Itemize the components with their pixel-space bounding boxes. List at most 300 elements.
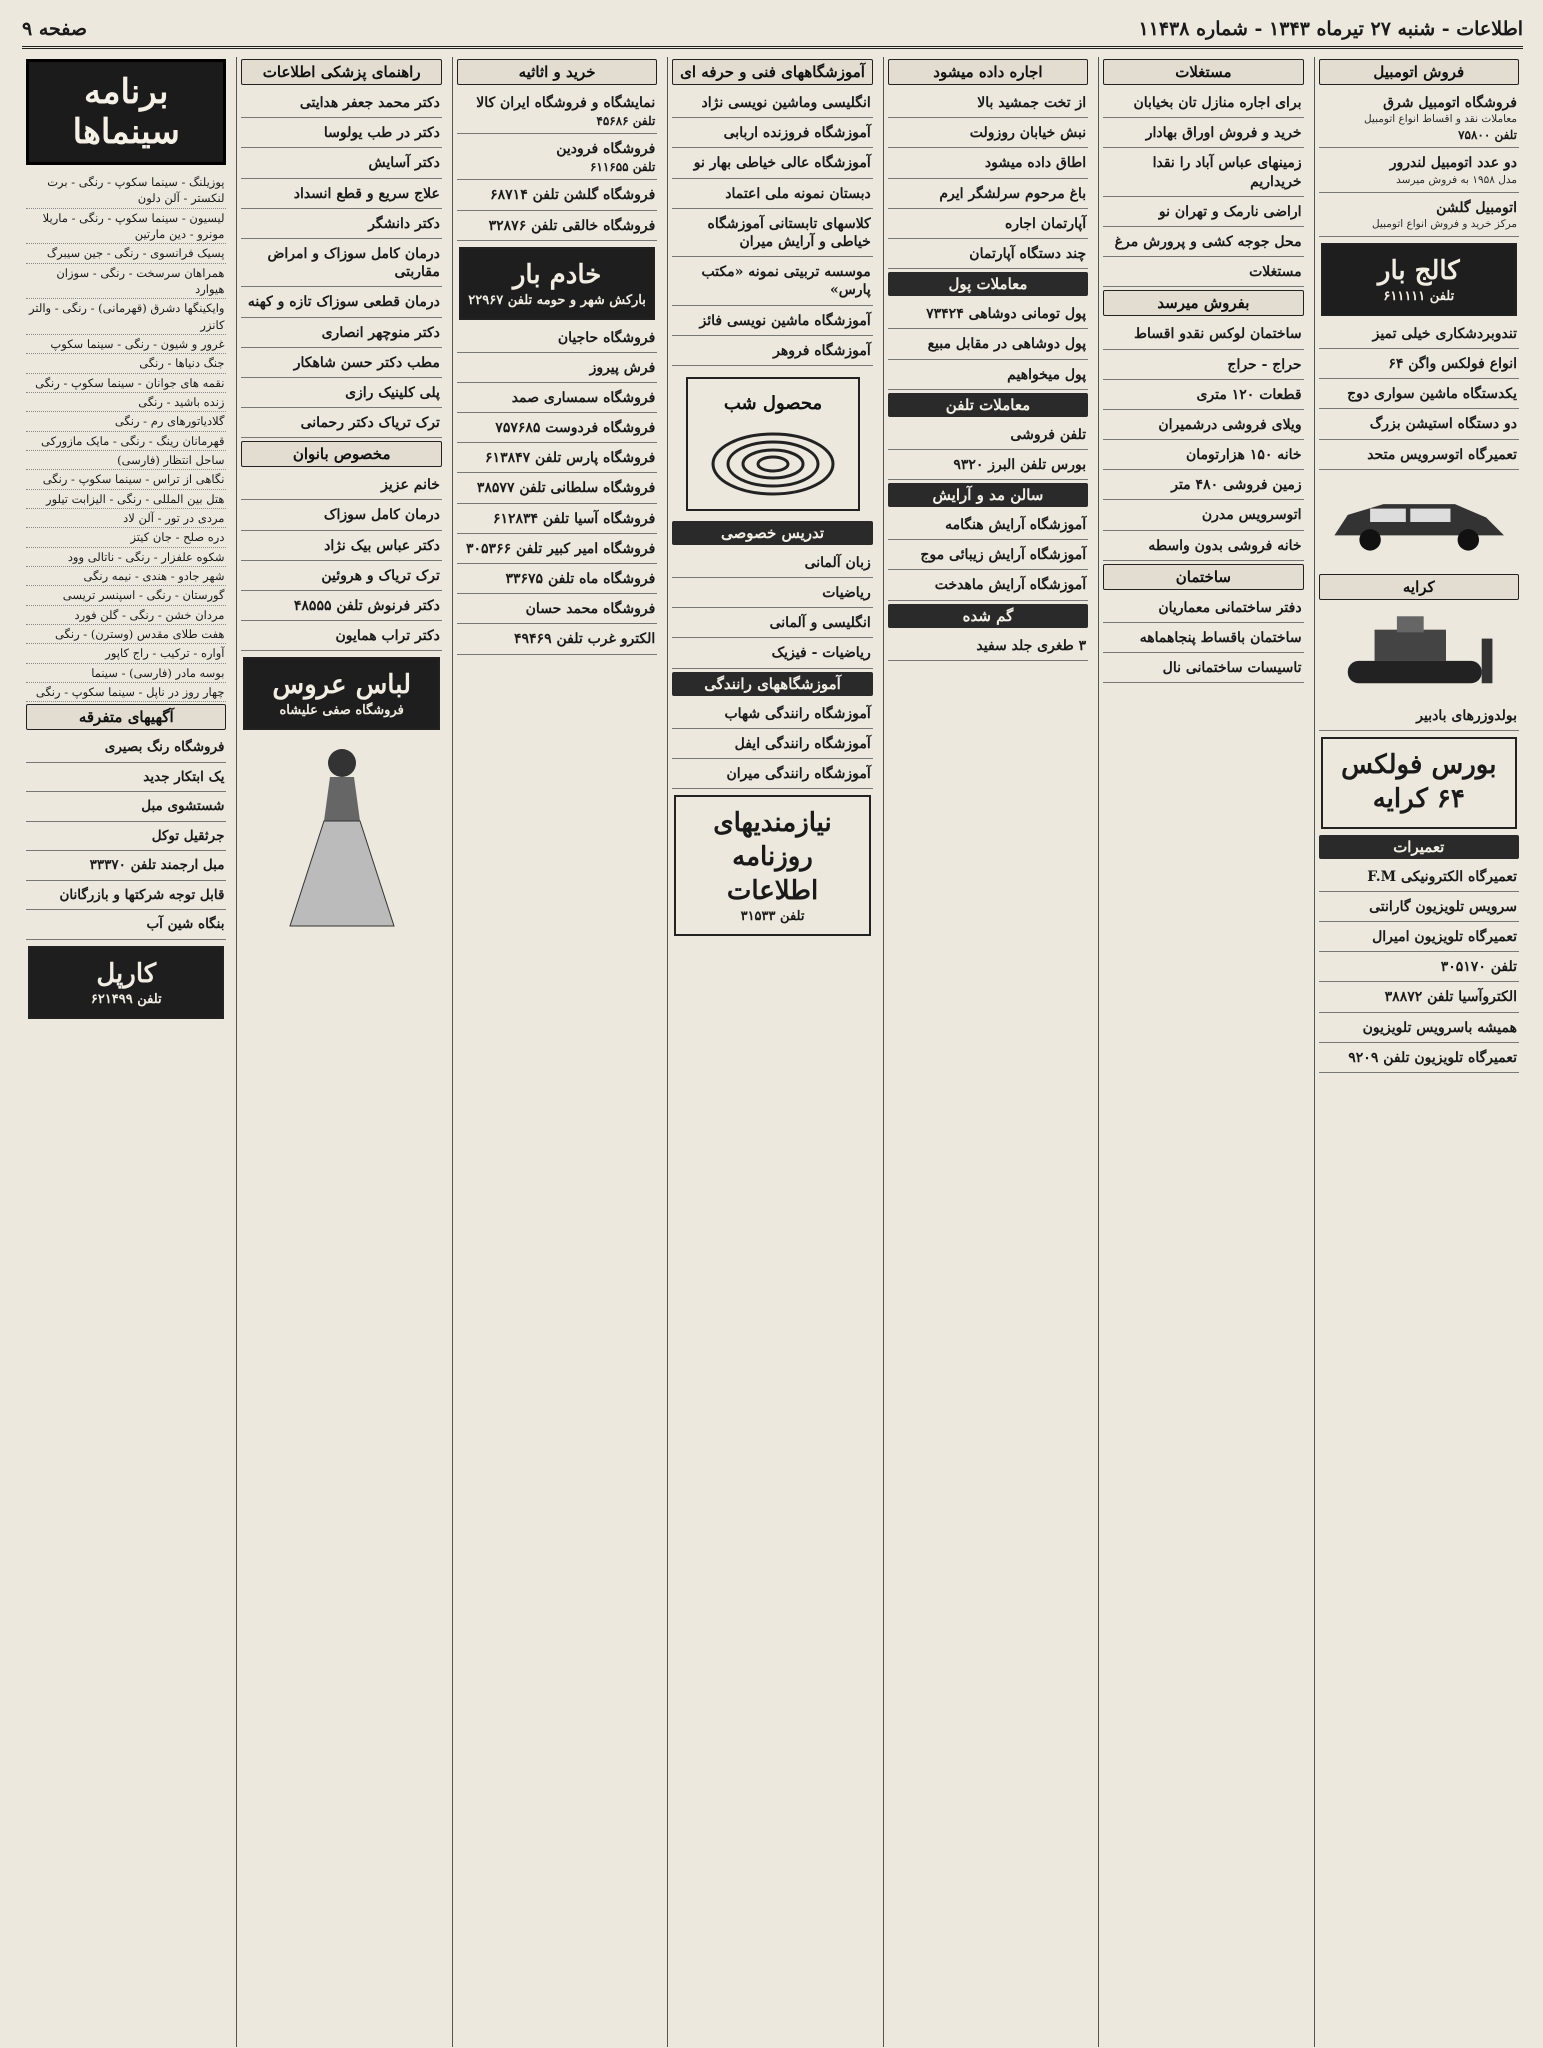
cinema-listing: پوزیلنگ - سینما سکوپ - رنگی - برت لنکستر - آلن دلون — [26, 173, 226, 209]
classified-ad — [672, 611, 872, 638]
columns — [22, 57, 1523, 2047]
ad-title: بنگاه شین آب — [146, 916, 225, 933]
ad-phone: تلفن ۷۵۸۰۰ — [1458, 128, 1517, 143]
ad-title: درمان قطعی سوزاک تازه و کهنه — [247, 294, 440, 311]
classified-ad — [241, 381, 441, 408]
ad-title: جرثقیل توکل — [151, 827, 225, 844]
ad-title: فروشگاه سمساری صمد — [511, 389, 656, 406]
ad-title: ۳ طغری جلد سفید — [976, 637, 1087, 654]
classified-ad — [457, 416, 657, 443]
ad-title: انواع فولکس واگن ۶۴ — [1388, 356, 1517, 373]
classified-ad — [26, 825, 226, 852]
ad-list — [1319, 865, 1519, 1073]
ad-title: محل جوجه کشی و پرورش مرغ — [1114, 233, 1302, 250]
classified-ad — [457, 386, 657, 413]
classified-ad — [26, 884, 226, 911]
ad-title: فروشگاه رنگ بصیری — [104, 739, 225, 756]
ad-title: موسسه تربیتی نمونه «مکتب پارس» — [701, 264, 871, 299]
box-ad-subtitle: بارکش شهر و حومه تلفن ۲۲۹۶۷ — [468, 292, 646, 308]
ad-title: دکتر تراب همایون — [335, 628, 440, 645]
ad-title: اتومبیل گلشن — [1436, 199, 1517, 216]
ad-title: تعمیرگاه تلویزیون امیرال — [1372, 928, 1517, 945]
classified-ad — [457, 567, 657, 594]
ad-title: فروشگاه حاجیان — [557, 329, 656, 346]
classified-ad — [457, 183, 657, 210]
classified-ad — [888, 363, 1088, 390]
classified-ad — [672, 732, 872, 759]
section-header: تعمیرات — [1319, 835, 1519, 859]
classified-ad — [1103, 353, 1303, 380]
classified-ad — [26, 766, 226, 793]
classified-ad — [672, 339, 872, 366]
ad-title: پول دوشاهی در مقابل مبیع — [927, 336, 1087, 353]
classified-ad — [457, 91, 657, 134]
ad-title: آموزشگاه رانندگی شهاب — [724, 705, 871, 722]
ad-title: نبش خیابان روزولت — [969, 125, 1087, 142]
ad-title: فرش پیروز — [589, 359, 656, 376]
ad-title: بولدوزرهای بادبیر — [1416, 707, 1517, 724]
cinema-listing: پسیک فرانسوی - رنگی - جین سیبرگ — [26, 244, 226, 263]
classified-ad — [1103, 151, 1303, 196]
column-furniture — [452, 57, 661, 2047]
ad-phone: تلفن ۶۱۱۶۵۵ — [589, 160, 656, 175]
column-cinema — [22, 57, 230, 2047]
box-ad — [459, 247, 655, 320]
classified-ad — [888, 573, 1088, 600]
ad-title: از تخت جمشید بالا — [977, 95, 1087, 111]
section-header: ساختمان — [1103, 564, 1303, 590]
masthead-issue: اطلاعات - شنبه ۲۷ تیرماه ۱۳۴۳ - شماره ۱۱۴۳۸ — [1138, 18, 1523, 40]
cinema-listing: غرور و شیون - رنگی - سینما سکوپ — [26, 335, 226, 354]
classified-ad — [457, 326, 657, 353]
classified-ad — [672, 212, 872, 257]
ad-title: فروشگاه فردوست ۷۵۷۶۸۵ — [495, 420, 656, 437]
ad-title: آموزشگاه آرایش زیبائی موج — [920, 547, 1087, 564]
ad-title: دو دستگاه استیشن بزرگ — [1369, 416, 1517, 433]
ad-title: انگلیسی وماشین نویسی نژاد — [701, 95, 871, 111]
ad-title: خانه فروشی بدون واسطه — [1148, 537, 1302, 554]
classified-ad — [1103, 596, 1303, 623]
classified-ad — [888, 91, 1088, 118]
ad-title: فروشگاه محمد حسان — [525, 601, 656, 618]
classified-ad — [457, 507, 657, 534]
section-header: اجاره داده میشود — [888, 59, 1088, 85]
cinema-listing: چهار روز در ناپل - سینما سکوپ - رنگی — [26, 683, 226, 702]
ad-title: کلاسهای تابستانی آموزشگاه خیاطی و آرایش میران — [707, 215, 871, 250]
cinema-listing: مردان خشن - رنگی - گلن فورد — [26, 606, 226, 625]
section-header: بفروش میرسد — [1103, 290, 1303, 316]
classified-ad — [26, 913, 226, 940]
ad-title: پول میخواهیم — [1007, 366, 1087, 383]
classified-ad — [457, 356, 657, 383]
ad-title: ترک تریاک دکتر رحمانی — [300, 415, 440, 432]
ad-body: مرکز خرید و فروش انواع اتومبیل — [1371, 217, 1517, 230]
ad-title: دبستان نمونه ملی اعتماد — [725, 185, 871, 202]
ad-title: دکتر فرنوش تلفن ۴۸۵۵۵ — [293, 598, 440, 614]
cinema-listing: قهرمانان رینگ - رنگی - مایک مازورکی — [26, 432, 226, 451]
section-header: سالن مد و آرایش — [888, 483, 1088, 507]
ad-title: حراج - حراج — [1227, 356, 1302, 373]
classified-ad — [457, 446, 657, 473]
ad-list — [888, 91, 1088, 269]
box-ad-title: کارپل — [96, 959, 157, 990]
classified-ad — [1103, 656, 1303, 683]
car-illustration — [1321, 476, 1517, 568]
ad-title: دکتر عباس بیک نژاد — [324, 537, 440, 554]
ad-title: آموزشگاه ماشین نویسی فائز — [699, 312, 871, 329]
ad-title: مبل ارجمند تلفن ۳۳۳۷۰ — [89, 857, 225, 874]
classified-ad — [672, 260, 872, 305]
ad-title: قابل توجه شرکتها و بازرگانان — [59, 886, 225, 903]
classified-ad — [241, 182, 441, 209]
classified-ad — [888, 242, 1088, 269]
ad-list — [672, 551, 872, 669]
ad-list — [888, 302, 1088, 390]
classified-ad — [1319, 443, 1519, 470]
ad-title: تعمیرگاه تلویزیون تلفن ۹۲۰۹ — [1348, 1049, 1517, 1066]
ad-title: درمان کامل سوزاک — [323, 507, 440, 524]
cinema-listing: شهر جادو - هندی - نیمه رنگی — [26, 567, 226, 586]
cinema-listing: هفت طلای مقدس (وسترن) - رنگی — [26, 625, 226, 644]
ad-list — [888, 513, 1088, 601]
classified-ad — [672, 182, 872, 209]
masthead-page-number: صفحه ۹ — [22, 18, 88, 40]
classified-ad — [241, 321, 441, 348]
ad-title: برای اجاره منازل تان بخیابان — [1133, 95, 1302, 111]
section-header: آموزشگاههای رانندگی — [672, 672, 872, 696]
ad-title: چند دستگاه آپارتمان — [969, 245, 1087, 262]
classified-ad — [672, 641, 872, 668]
ad-list — [1103, 596, 1303, 684]
classified-ad — [1103, 473, 1303, 500]
classified-ad — [1103, 200, 1303, 227]
box-ad-subtitle: تلفن ۶۱۱۱۱۱ — [1383, 288, 1455, 304]
cinema-listing: شکوه علفزار - رنگی - ناتالی وود — [26, 548, 226, 567]
ad-title: آموزشگاه رانندگی ایفل — [734, 735, 871, 752]
classified-ad — [457, 597, 657, 624]
ad-title: زمین فروشی ۴۸۰ متر — [1171, 477, 1302, 494]
ad-list — [1319, 322, 1519, 470]
box-ad — [1321, 737, 1517, 829]
ad-title: تلفن فروشی — [1010, 426, 1087, 443]
ad-title: فروشگاه امیر کبیر تلفن ۳۰۵۳۶۶ — [466, 540, 656, 557]
ad-title: نمایشگاه و فروشگاه ایران کالا — [476, 95, 656, 111]
ad-title: ساختمان لوکس نقدو اقساط — [1134, 326, 1302, 343]
section-header: فروش اتومبیل — [1319, 59, 1519, 85]
ad-list — [672, 702, 872, 790]
ad-list — [1319, 704, 1519, 731]
cinema-banner: برنامه سینماها — [26, 59, 226, 165]
box-ad — [243, 657, 439, 730]
ad-phone: تلفن ۴۵۶۸۶ — [596, 114, 656, 129]
box-ad-subtitle: تلفن ۶۲۱۴۹۹ — [90, 991, 162, 1007]
cinema-listing: همراهان سرسخت - رنگی - سوزان هیوارد — [26, 264, 226, 300]
section-header: معاملات تلفن — [888, 393, 1088, 417]
classified-ad — [888, 121, 1088, 148]
ad-list — [241, 91, 441, 438]
ad-list — [888, 423, 1088, 480]
classified-ad — [888, 634, 1088, 661]
ad-list — [457, 91, 657, 241]
cinema-listing: زنده باشید - رنگی — [26, 393, 226, 412]
section-header: مخصوص بانوان — [241, 441, 441, 467]
ad-title: انگلیسی و آلمانی — [769, 615, 871, 632]
ad-title: فروشگاه اتومبیل شرق — [1383, 95, 1517, 111]
classified-ad — [1319, 352, 1519, 379]
section-header: مستغلات — [1103, 59, 1303, 85]
section-header: معاملات پول — [888, 272, 1088, 296]
classified-ad — [672, 581, 872, 608]
ad-title: تاسیسات ساختمانی نال — [1162, 660, 1302, 677]
ad-list — [672, 91, 872, 366]
classified-ad — [672, 121, 872, 148]
ad-title: باغ مرحوم سرلشگر ایرم — [939, 185, 1087, 202]
classified-ad — [457, 537, 657, 564]
classified-ad — [241, 503, 441, 530]
classified-ad — [672, 151, 872, 178]
ad-body: مدل ۱۹۵۸ به فروش میرسد — [1396, 173, 1517, 186]
ad-title: فروشگاه آسیا تلفن ۶۱۲۸۳۴ — [492, 510, 656, 527]
classified-ad — [1319, 412, 1519, 439]
classified-ad — [1319, 322, 1519, 349]
classified-ad — [1319, 1016, 1519, 1043]
ad-list — [1103, 91, 1303, 287]
classified-ad — [888, 302, 1088, 329]
ad-title: مطب دکتر حسن شاهکار — [293, 354, 440, 371]
classified-ad — [1103, 121, 1303, 148]
classified-ad — [888, 151, 1088, 178]
ad-title: دکتر منوچهر انصاری — [321, 324, 440, 341]
classified-ad — [672, 551, 872, 578]
ad-title: آموزشگاه فروزنده اربابی — [723, 125, 871, 142]
classified-ad — [457, 627, 657, 654]
bridal-dress-illustration — [243, 736, 439, 936]
ad-list — [888, 634, 1088, 661]
ad-title: ویلای فروشی درشمیران — [1158, 416, 1302, 433]
cinema-listing: گورستان - رنگی - اسپنسر تریسی — [26, 586, 226, 605]
ad-list — [26, 736, 226, 940]
bulldozer-illustration — [1321, 606, 1517, 698]
classified-ad — [1319, 382, 1519, 409]
cinema-listing: آواره - ترکیب - راج کاپور — [26, 644, 226, 663]
classified-ad — [1319, 955, 1519, 982]
box-ad-subtitle: فروشگاه صفی علیشاه — [279, 703, 404, 719]
ad-title: خرید و فروش اوراق بهادار — [1145, 125, 1302, 142]
box-ad — [28, 946, 224, 1019]
ad-title: فروشگاه خالقی تلفن ۳۲۸۷۶ — [488, 217, 656, 234]
ad-title: دکتر در طب یولوسا — [323, 125, 440, 142]
spiral-ad-text: محصول شب — [723, 392, 822, 414]
classified-ad — [888, 212, 1088, 239]
classified-ad — [457, 476, 657, 503]
classified-ad — [1103, 383, 1303, 410]
ad-title: تعمیرگاه الکترونیکی F.M — [1367, 868, 1517, 885]
ad-title: ریاضیات — [822, 585, 871, 602]
box-ad-title: بورس فولکس ۶۴ کرایه — [1341, 750, 1497, 814]
ad-title: آموزشگاه آرایش هنگامه — [945, 517, 1087, 534]
ad-title: آموزشگاه رانندگی میران — [726, 766, 871, 782]
ad-title: همیشه باسرویس تلویزیون — [1362, 1019, 1517, 1036]
column-medical — [236, 57, 445, 2047]
classified-ad — [1319, 196, 1519, 237]
classified-ad — [1103, 322, 1303, 349]
classified-ad — [241, 151, 441, 178]
classified-ad — [26, 854, 226, 881]
ad-title: پلی کلینیک رازی — [345, 384, 440, 401]
box-ad-title: لباس عروس — [272, 670, 411, 701]
ad-body: معاملات نقد و اقساط انواع اتومبیل — [1363, 113, 1517, 126]
ad-title: زبان آلمانی — [804, 554, 871, 571]
classified-ad — [1319, 865, 1519, 892]
classified-ad — [1103, 626, 1303, 653]
ad-title: علاج سریع و قطع انسداد — [293, 185, 440, 202]
ad-title: پول تومانی دوشاهی ۷۳۴۲۴ — [926, 306, 1087, 323]
classified-ad — [1103, 503, 1303, 530]
classified-ad — [1319, 895, 1519, 922]
classified-ad — [1103, 230, 1303, 257]
cinema-listing: جنگ دنیاها - رنگی — [26, 354, 226, 373]
classified-ad — [241, 121, 441, 148]
ad-title: درمان کامل سوزاک و امراض مقاربتی — [267, 245, 440, 281]
classified-ad — [672, 702, 872, 729]
ad-title: تلفن ۳۰۵۱۷۰ — [1440, 959, 1517, 976]
ad-title: دکتر دانشگر — [368, 215, 440, 232]
ad-title: الکترو غرب تلفن ۴۹۴۶۹ — [513, 631, 656, 648]
ad-title: اطاق داده میشود — [984, 155, 1087, 172]
ad-title: فروشگاه ماه تلفن ۳۳۶۷۵ — [505, 571, 656, 588]
classified-ad — [241, 411, 441, 438]
ad-title: قطعات ۱۲۰ متری — [1196, 386, 1302, 403]
cinema-listing: هتل بین المللی - رنگی - الیزابت تیلور — [26, 490, 226, 509]
ad-title: ترک تریاک و هروئین — [321, 567, 440, 584]
ad-title: سرویس تلویزیون گارانتی — [1369, 898, 1517, 915]
cinema-listing: ساحل انتظار (فارسی) — [26, 451, 226, 470]
ad-title: دکتر محمد جعفر هدایتی — [299, 95, 440, 111]
section-header: گم شده — [888, 604, 1088, 628]
cinema-listing: گلادیاتورهای رم - رنگی — [26, 412, 226, 431]
ad-title: اتوسرویس مدرن — [1201, 507, 1302, 524]
classified-ad — [241, 212, 441, 239]
classified-ad — [1319, 151, 1519, 192]
classified-ad — [888, 332, 1088, 359]
cinema-listing: لیسیون - سینما سکوپ - رنگی - ماریلا مونرو - دین مارتین — [26, 209, 226, 245]
classified-ad — [888, 453, 1088, 480]
classified-ad — [1103, 443, 1303, 470]
box-ad-title: خادم بار — [512, 259, 602, 290]
ad-title: مستغلات — [1249, 264, 1302, 281]
ad-title: فروشگاه سلطانی تلفن ۳۸۵۷۷ — [476, 480, 656, 497]
column-real-estate — [1098, 57, 1307, 2047]
ad-title: آموزشگاه آرایش ماهدخت — [934, 577, 1087, 594]
section-header: آگهیهای متفرقه — [26, 704, 226, 730]
ad-title: الکتروآسیا تلفن ۳۸۸۷۲ — [1384, 989, 1517, 1006]
classified-ad — [672, 91, 872, 118]
ad-title: زمینهای عباس آباد را نقدا خریداریم — [1152, 155, 1302, 190]
classified-ad — [26, 795, 226, 822]
classified-ad — [241, 290, 441, 317]
classified-ad — [888, 543, 1088, 570]
ad-title: شستشوی مبل — [141, 798, 225, 815]
ad-title: آموزشگاه فروهر — [773, 342, 871, 359]
ad-title: خانه ۱۵۰ هزارتومان — [1186, 447, 1302, 464]
classified-ad — [241, 534, 441, 561]
classified-ad — [888, 513, 1088, 540]
ad-title: یک ابتکار جدید — [143, 768, 225, 785]
classified-ad — [672, 762, 872, 789]
ad-title: فروشگاه فرودین — [556, 141, 656, 158]
ad-title: ساختمان باقساط پنجاهماهه — [1139, 630, 1302, 646]
box-ad-subtitle: تلفن ۳۱۵۳۳ — [740, 908, 805, 924]
classified-ad — [1103, 534, 1303, 561]
classified-ad — [26, 736, 226, 763]
column-schools — [667, 57, 876, 2047]
section-header: کرایه — [1319, 574, 1519, 600]
classified-ad — [1319, 985, 1519, 1012]
section-header: خرید و اثاثیه — [457, 59, 657, 85]
ad-title: ریاضیات - فیزیک — [771, 645, 871, 662]
section-header: راهنمای پزشکی اطلاعات — [241, 59, 441, 85]
ad-title: فروشگاه پارس تلفن ۶۱۳۸۴۷ — [485, 450, 656, 467]
box-ad-title: کالج بار — [1377, 256, 1460, 287]
ad-title: یکدستگاه ماشین سواری دوج — [1347, 386, 1517, 403]
ad-title: بورس تلفن البرز ۹۳۲۰ — [953, 456, 1087, 473]
ad-list — [1319, 91, 1519, 237]
cinema-listing: مردی در تور - آلن لاد — [26, 509, 226, 528]
classified-ad — [241, 594, 441, 621]
box-ad-title: نیازمندیهای روزنامه اطلاعات — [713, 808, 832, 906]
classified-ad — [1319, 925, 1519, 952]
section-header: تدریس خصوصی — [672, 521, 872, 545]
ad-title: تندوبردشکاری خیلی تمیز — [1372, 325, 1517, 342]
ad-title: دفتر ساختمانی معماریان — [1158, 599, 1302, 616]
classified-ad — [672, 309, 872, 336]
masthead — [22, 12, 1523, 49]
classified-ad — [241, 91, 441, 118]
classified-ad — [241, 624, 441, 651]
ad-list — [1103, 322, 1303, 561]
ad-list — [241, 473, 441, 651]
cinema-listings — [26, 173, 226, 702]
ad-title: تعمیرگاه اتوسرویس متحد — [1367, 446, 1517, 463]
classified-ad — [241, 351, 441, 378]
classified-ad — [241, 564, 441, 591]
cinema-listing: نقمه های جوانان - سینما سکوپ - رنگی — [26, 374, 226, 393]
classified-ad — [888, 423, 1088, 450]
cinema-listing: دره صلح - جان کیتز — [26, 528, 226, 547]
classified-ad — [1103, 260, 1303, 287]
section-header: آموزشگاههای فنی و حرفه ای — [672, 59, 872, 85]
classified-ad — [1319, 91, 1519, 148]
cinema-listing: نگاهی از تراس - سینما سکوپ - رنگی — [26, 470, 226, 489]
classified-ad — [241, 473, 441, 500]
cinema-listing: وایکینگها دشرق (قهرمانی) - رنگی - والتر کانزر — [26, 299, 226, 335]
classified-ad — [457, 214, 657, 241]
classified-ad — [1103, 413, 1303, 440]
mosquito-coil-ad — [672, 369, 872, 519]
cinema-listing: بوسه مادر (فارسی) - سینما — [26, 664, 226, 683]
classified-ad — [457, 137, 657, 180]
column-rentals — [883, 57, 1092, 2047]
classified-ad — [1319, 704, 1519, 731]
ad-title: آپارتمان اجاره — [1005, 215, 1087, 232]
box-ad — [674, 795, 870, 935]
classified-ad — [241, 242, 441, 287]
classified-ad — [888, 182, 1088, 209]
classified-ad — [1103, 91, 1303, 118]
ad-title: دو عدد اتومبیل لندرور — [1389, 155, 1517, 172]
ad-title: خانم عزیز — [381, 477, 440, 494]
ad-list — [457, 326, 657, 655]
